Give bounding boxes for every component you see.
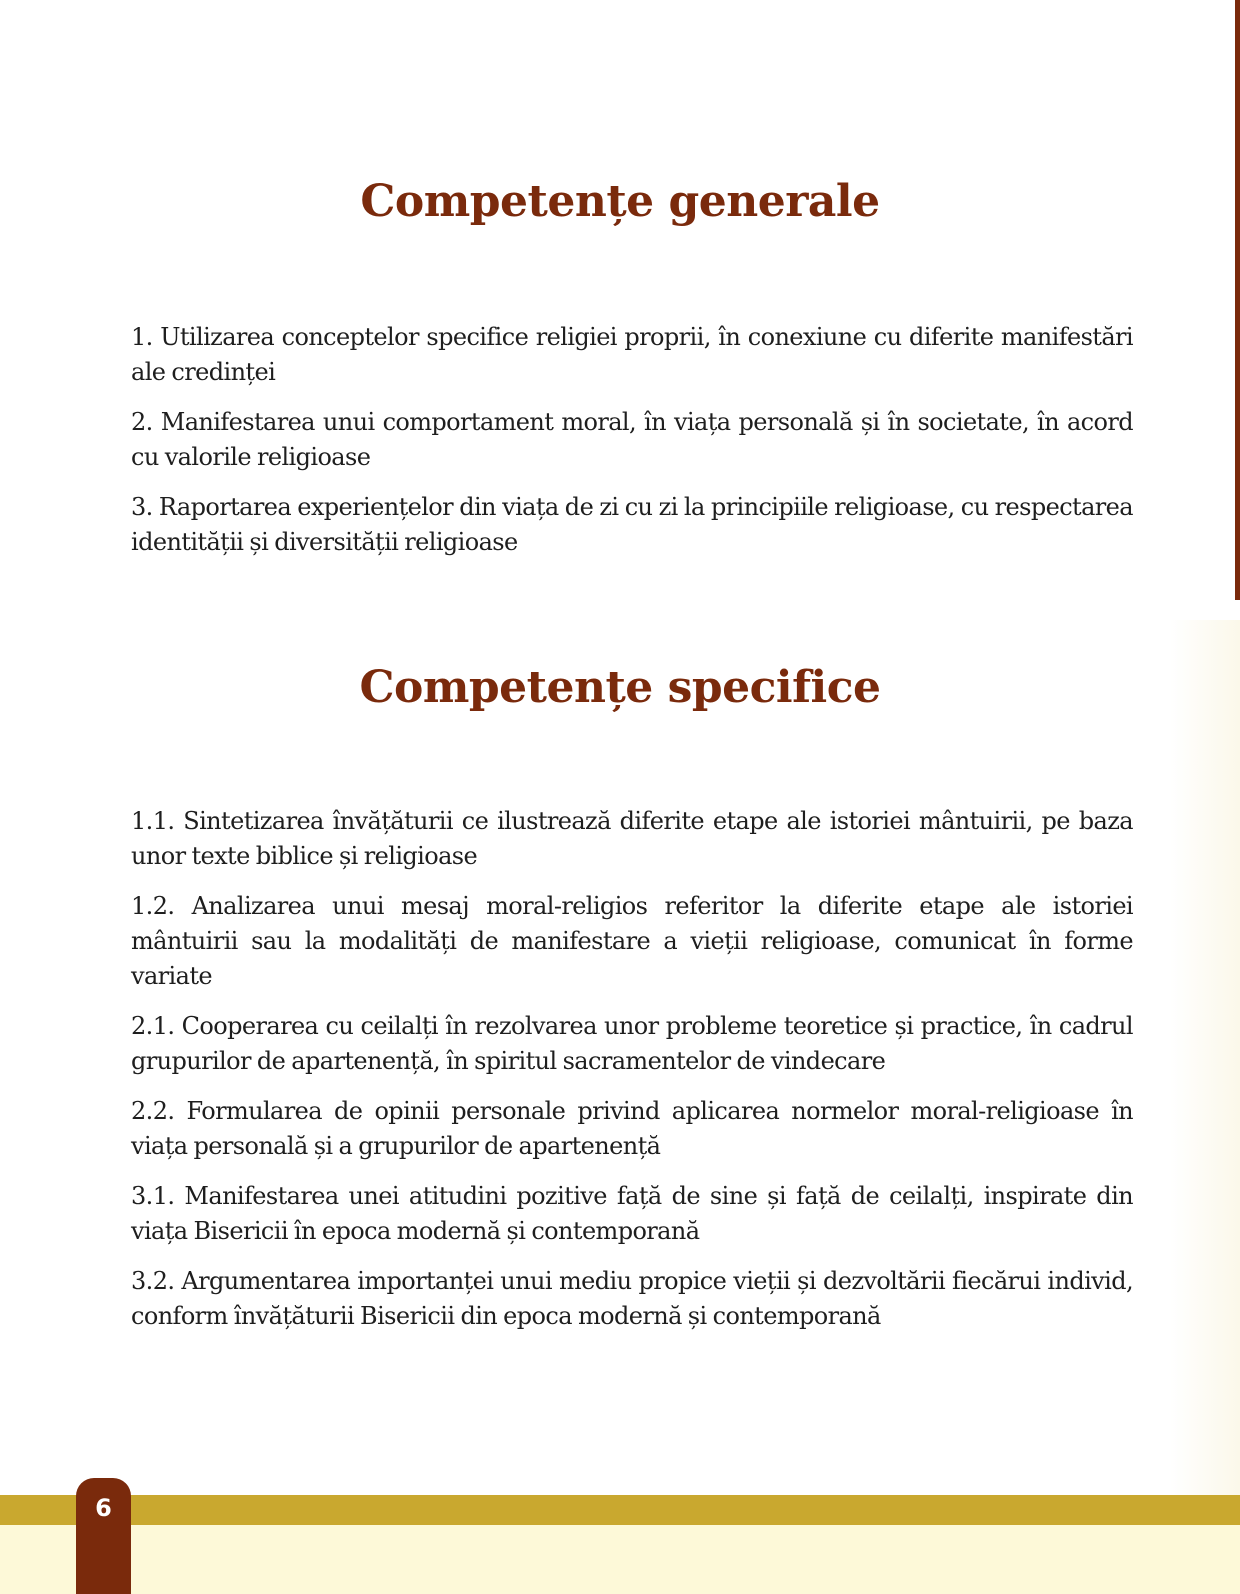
specific-competences-list <box>131 804 1133 1349</box>
general-competence-item: 1. Utilizarea conceptelor specifice religiei proprii, în conexiune cu diferite manifestări ale credinței <box>131 323 1133 386</box>
footer-band <box>0 1495 1240 1525</box>
general-competence-item: 2. Manifestarea unui comportament moral, în viața personală și în societate, în acord cu valorile religioase <box>131 408 1133 471</box>
specific-competence-item: 3.2. Argumentarea importanței unui mediu propice vieții și dezvoltării fiecărui individ, conform învățăturii Bisericii din epoca modernă și contemporană <box>131 1267 1133 1330</box>
specific-competence-item: 1.2. Analizarea unui mesaj moral-religios referitor la diferite etape ale istoriei mântuirii sau la modalități de manifestare a vieții religioase, comunicat în forme variate <box>131 892 1133 990</box>
specific-competences-title: Competențe specifice <box>359 662 881 713</box>
specific-competence-item: 3.1. Manifestarea unei atitudini pozitive față de sine și față de ceilalți, inspirate din viața Bisericii în epoca modernă și contemporană <box>131 1182 1133 1245</box>
general-competence-item: 3. Raportarea experiențelor din viața de zi cu zi la principiile religioase, cu respectarea identității și diversității religioase <box>131 493 1133 556</box>
right-edge-rule <box>1235 0 1240 600</box>
specific-competence-item: 2.1. Cooperarea cu ceilalți în rezolvarea unor probleme teoretice și practice, în cadrul grupurilor de apartenență, în spiritul sacramentelor de vindecare <box>131 1012 1133 1075</box>
footer-strip <box>0 1525 1240 1594</box>
right-edge-shading <box>1170 620 1240 1500</box>
page-number: 6 <box>95 1494 112 1522</box>
specific-competence-item: 2.2. Formularea de opinii personale privind aplicarea normelor moral-religioase în viața personală și a grupurilor de apartenență <box>131 1097 1133 1160</box>
general-competences-title: Competențe generale <box>360 176 880 227</box>
general-competences-list <box>131 320 1133 575</box>
specific-competence-item: 1.1. Sintetizarea învățăturii ce ilustrează diferite etape ale istoriei mântuirii, pe baza unor texte biblice și religioase <box>131 807 1133 870</box>
